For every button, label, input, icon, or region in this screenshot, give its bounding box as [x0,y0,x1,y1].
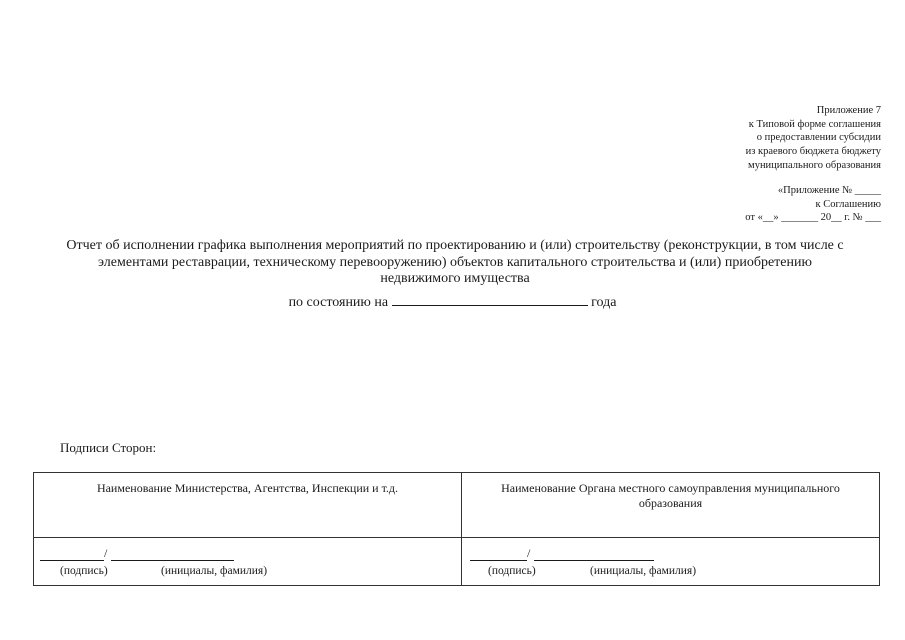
signature-table [33,472,880,586]
municipality-org-name: Наименование Органа местного самоуправления муниципального образования [501,481,840,510]
agreement-line: от «__» _______ 20__ г. № ___ [745,212,881,224]
appendix-line: из краевого бюджета бюджету [745,146,881,158]
name-caption: (инициалы, фамилия) [161,565,268,577]
report-title-line: недвижимого имущества [380,271,530,286]
as-of-date-blank[interactable] [392,293,588,306]
agreement-line: к Соглашению [815,198,881,210]
row-divider [34,537,461,538]
appendix-line: к Типовой форме соглашения [748,118,881,130]
name-caption: (инициалы, фамилия) [590,565,697,577]
appendix-line: Приложение 7 [816,105,881,116]
agreement-line: «Приложение № _____ [777,185,881,196]
ministry-signature-line[interactable] [40,546,240,561]
name-blank [534,549,654,561]
as-of-suffix: года [591,295,617,310]
signature-column-ministry [34,473,462,585]
signature-column-municipality [462,473,879,585]
appendix-header [621,104,881,173]
signature-blank [470,549,527,561]
as-of-date-line [0,293,905,311]
municipality-signature-line[interactable] [470,546,660,561]
agreement-reference [621,184,881,225]
slash-separator: / [527,546,531,560]
name-blank [111,549,234,561]
appendix-line: о предоставлении субсидии [756,132,881,144]
report-title-line: элементами реставрации, техническому перевооружению) объектов капитального строительства и (или) приобретению [98,254,812,270]
signatures-label: Подписи Сторон: [60,440,157,455]
as-of-prefix: по состоянию на [288,295,389,310]
signature-caption: (подпись) [60,565,108,577]
signature-blank [40,549,104,561]
signature-caption: (подпись) [488,565,536,577]
report-title-line: Отчет об исполнении графика выполнения мероприятий по проектированию и (или) строительству (реконструкции, в том числе с [66,238,844,253]
row-divider [462,537,879,538]
report-title [20,238,890,288]
slash-separator: / [104,546,108,560]
ministry-org-name: Наименование Министерства, Агентства, Инспекции и т.д. [96,481,399,495]
appendix-line: муниципального образования [748,159,881,171]
